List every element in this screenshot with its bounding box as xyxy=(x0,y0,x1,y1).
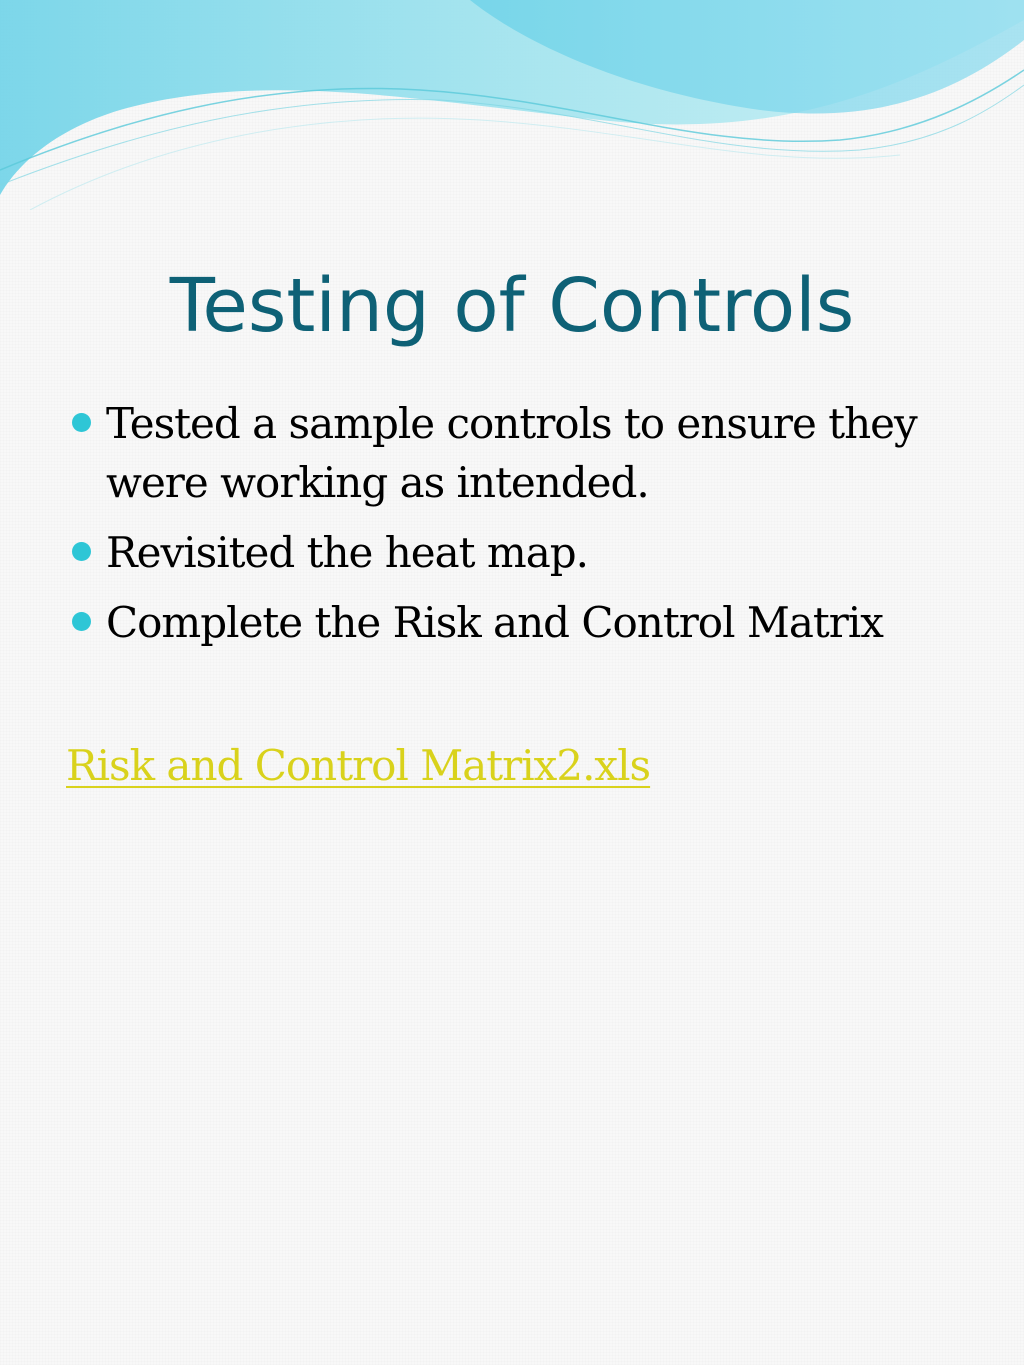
bullet-item xyxy=(72,523,972,582)
matrix-file-link[interactable]: Risk and Control Matrix2.xls xyxy=(66,741,651,790)
bullet-text: Tested a sample controls to ensure they were working as intended. xyxy=(106,399,917,507)
bullet-item xyxy=(72,394,972,512)
bullet-list xyxy=(72,394,972,663)
bullet-dot-icon xyxy=(72,413,91,432)
slide-title: Testing of Controls xyxy=(169,263,855,349)
bullet-text: Complete the Risk and Control Matrix xyxy=(106,598,883,647)
bullet-text: Revisited the heat map. xyxy=(106,528,589,577)
bullet-item xyxy=(72,593,972,652)
bullet-dot-icon xyxy=(72,612,91,631)
bullet-dot-icon xyxy=(72,542,91,561)
header-wave-decoration xyxy=(0,0,1024,210)
